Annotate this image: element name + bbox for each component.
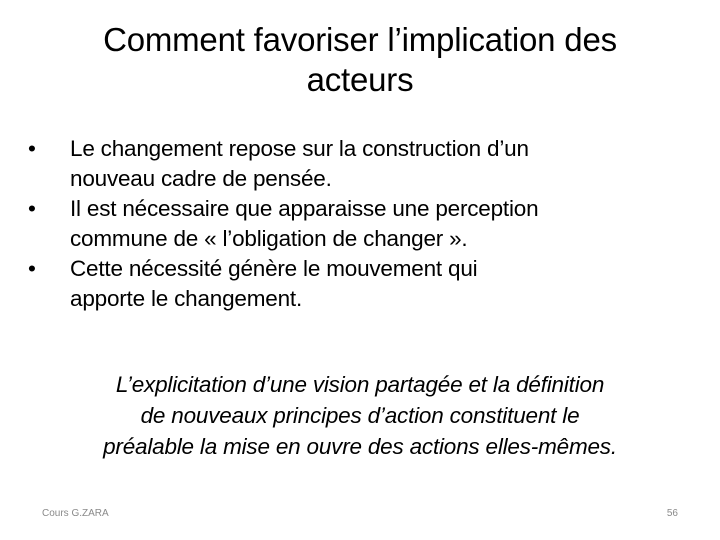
bullet-text-line: Le changement repose sur la construction d’un xyxy=(70,136,529,161)
slide-title-line-1: Comment favoriser l’implication des xyxy=(103,21,617,58)
bullet-list xyxy=(28,134,688,314)
bullet-text-line: commune de « l’obligation de changer ». xyxy=(70,226,468,251)
conclusion-line-1: L’explicitation d’une vision partagée et la définition xyxy=(115,372,605,397)
conclusion-text xyxy=(30,369,690,462)
bullet-marker: • xyxy=(28,196,36,221)
footer-author: Cours G.ZARA xyxy=(42,508,109,519)
slide-title-line-2: acteurs xyxy=(306,61,414,98)
bullet-marker: • xyxy=(28,136,36,161)
bullet-text-line: apporte le changement. xyxy=(70,286,303,311)
bullet-text-line: nouveau cadre de pensée. xyxy=(70,166,332,191)
bullet-text-line: Il est nécessaire que apparaisse une perception xyxy=(70,196,539,221)
page-number: 56 xyxy=(666,508,678,519)
conclusion-line-2: de nouveaux principes d’action constituent le xyxy=(140,403,580,428)
bullet-text-line: Cette nécessité génère le mouvement qui xyxy=(70,256,478,281)
bullet-marker: • xyxy=(28,256,36,281)
bullet-item-2 xyxy=(28,194,688,254)
bullet-item-1 xyxy=(28,134,688,194)
slide-title xyxy=(40,20,680,100)
conclusion-line-3: préalable la mise en ouvre des actions elles-mêmes. xyxy=(103,434,617,459)
bullet-item-3 xyxy=(28,254,688,314)
